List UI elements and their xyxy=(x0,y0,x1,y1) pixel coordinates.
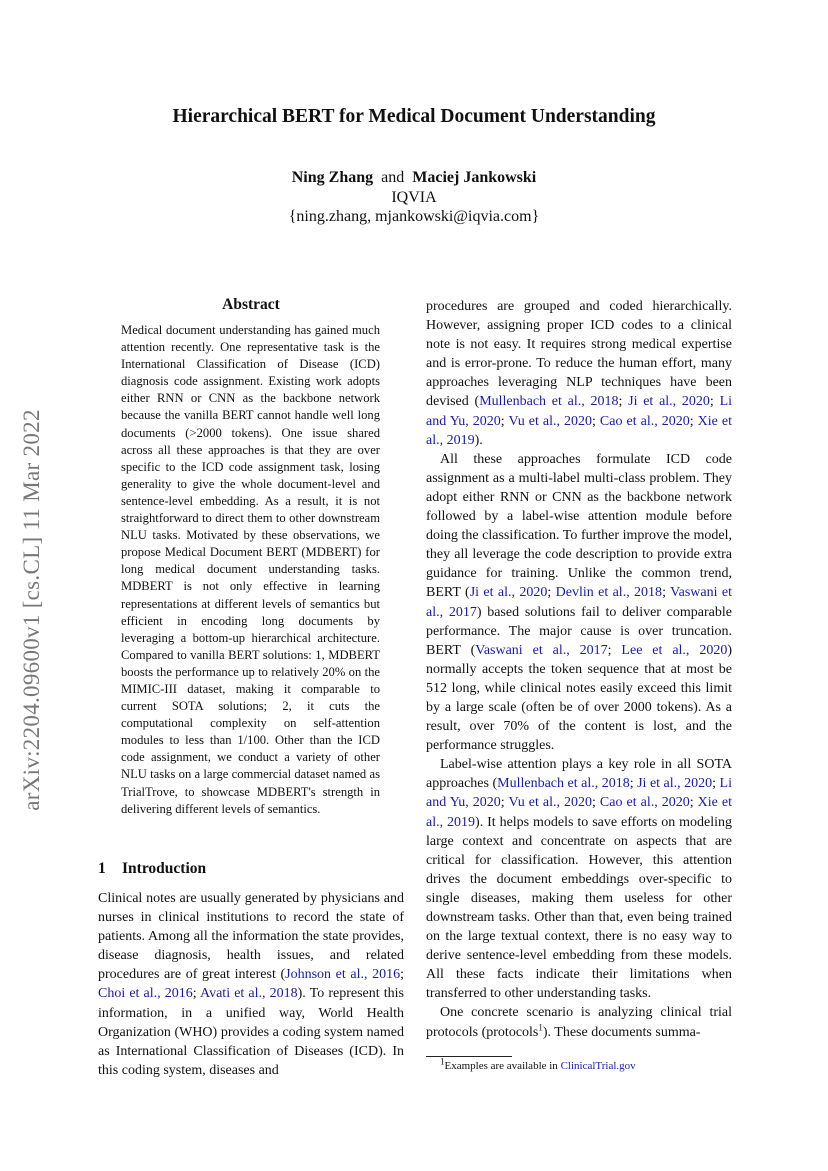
citation-link[interactable]: Vu et al., 2020 xyxy=(508,413,592,429)
citation-link[interactable]: Devlin et al., 2018 xyxy=(555,585,663,601)
author-names xyxy=(0,168,828,188)
citation-link[interactable]: Lee et al., 2020 xyxy=(621,642,728,658)
abstract-heading: Abstract xyxy=(222,296,280,313)
citation-link[interactable]: Li and Yu, 2020 xyxy=(426,776,732,811)
intro-paragraph: Label-wise attention plays a key role in all SOTA approaches (Mullenbach et al., 2018; Ji et al., 2020; Li and Yu, 2020; Vu et al., 2020; Cao et al., 2020; Xie et al., 2019). It helps models to save efforts on modeling large context and concentrate on aspects that are critical for classification. However, this attention drives the document embeddings over-specific to single diseases, making them useless for other downstream tasks. Other than that, even being trained on the large textual context, there is no easy way to derive sentence-level embedding from these models. All these facts indicate their limitations when transferred to other understanding tasks. xyxy=(426,757,733,1002)
citation-link[interactable]: Ji et al., 2020 xyxy=(628,394,710,410)
arxiv-identifier xyxy=(12,360,52,860)
citation-link[interactable]: Cao et al., 2020 xyxy=(599,413,690,429)
citation-link[interactable]: Mullenbach et al., 2018 xyxy=(479,394,619,410)
arxiv-identifier-text: arXiv:2204.09600v1 [cs.CL] 11 Mar 2022 xyxy=(19,409,44,811)
intro-paragraph: One concrete scenario is analyzing clinical trial protocols (protocols$^1$). These documents summa- xyxy=(426,1005,732,1040)
footnote xyxy=(440,1056,636,1073)
paper-title: Hierarchical BERT for Medical Document Understanding xyxy=(172,106,656,127)
author-name: Maciej Jankowski xyxy=(412,169,537,186)
author-name: Ning Zhang xyxy=(291,169,374,186)
citation-link[interactable]: Ji et al., 2020 xyxy=(469,585,548,601)
citation-link[interactable]: Li and Yu, 2020 xyxy=(426,394,733,429)
citation-link[interactable]: Avati et al., 2018 xyxy=(200,986,298,1002)
citation-link[interactable]: Johnson et al., 2016 xyxy=(285,967,401,983)
intro-paragraph: procedures are grouped and coded hierarchically. However, assigning proper ICD codes to a clinical note is not easy. It requires strong medical expertise and is error-prone. To reduce the human effort, many approaches leveraging NLP techniques have been devised (Mullenbach et al., 2018; Ji et al., 2020; Li and Yu, 2020; Vu et al., 2020; Cao et al., 2020; Xie et al., 2019). xyxy=(426,299,733,448)
intro-paragraph: All these approaches formulate ICD code assignment as a multi-label multi-class problem. They adopt either RNN or CNN as the backbone network followed by a label-wise attention module before doing the classification. To further improve the model, they all leverage the code description to provide extra guidance for training. Unlike the common trend, BERT (Ji et al., 2020; Devlin et al., 2018; Vaswani et al., 2017) based solutions fail to deliver comparable performance. The major cause is over truncation. BERT (Vaswani et al., 2017; Lee et al., 2020) normally accepts the token sequence that at most be 512 long, while clinical notes easily exceed this limit by a large scale (often be of over 2000 tokens). As a result, over 70% of the content is lost, and the performance struggles. xyxy=(426,451,732,754)
intro-paragraph-left: Clinical notes are usually generated by physicians and nurses in clinical institutions to record the state of patients. Among all the information the state provides, disease diagnosis, health issues, and related procedures are of great interest (Johnson et al., 2016; Choi et al., 2016; Avati et al., 2018). To represent this information, in a unified way, World Health Organization (WHO) provides a coding system named as International Classification of Diseases (ICD). In this coding system, diseases and xyxy=(98,891,405,1078)
footnote-number: 1 xyxy=(440,1056,445,1067)
citation-link[interactable]: Choi et al., 2016 xyxy=(98,986,193,1002)
citation-link[interactable]: Vaswani et al., 2017 xyxy=(475,642,608,658)
citation-link[interactable]: Ji et al., 2020 xyxy=(637,776,713,792)
section-number: 1 xyxy=(98,860,106,877)
footnote-rule xyxy=(426,1056,512,1057)
email: {ning.zhang, mjankowski@iqvia.com} xyxy=(288,208,540,225)
citation-link[interactable]: Xie et al., 2019 xyxy=(426,795,733,830)
author-conjunction: and xyxy=(381,169,405,186)
citation-link[interactable]: Vaswani et al., 2017 xyxy=(426,585,732,620)
section-title: Introduction xyxy=(122,860,207,877)
citation-link[interactable]: Vu et al., 2020 xyxy=(508,795,592,811)
affiliation: IQVIA xyxy=(391,188,437,206)
author-block xyxy=(0,168,828,227)
citation-link[interactable]: Cao et al., 2020 xyxy=(599,795,690,811)
intro-right-column xyxy=(426,297,732,1042)
footnote-text: Examples are available in xyxy=(444,1060,561,1072)
citation-link[interactable]: Mullenbach et al., 2018 xyxy=(497,776,630,792)
footnote-marker[interactable]: 1 xyxy=(538,1021,543,1032)
section-heading xyxy=(98,860,206,878)
footnote-link[interactable]: ClinicalTrial.gov xyxy=(560,1060,636,1072)
abstract-text: Medical document understanding has gained much attention recently. One representative task is the International Classification of Disease (ICD) diagnosis code assignment. Existing work adopts either RNN or CNN as the backbone network because the vanilla BERT cannot handle well long documents (>2000 tokens). One issue shared across all these approaches is that they are over specific to the ICD code assignment task, losing generality to give the whole document-level and sentence-level embedding. As a result, it is not straightforward to direct them to other downstream NLU tasks. Motivated by these observations, we propose Medical Document BERT (MDBERT) for long medical document understanding tasks. MDBERT is not only effective in learning representations at different levels of semantics but efficient in encoding long documents by leveraging a bottom-up hierarchical architecture. Compared to vanilla BERT solutions: 1, MDBERT boosts the performance up to relatively 20% on the MIMIC-III dataset, making it comparable to current SOTA solutions; 2, it cuts the computational complexity on self-attention modules to less than 1/100. Other than the ICD code assignment, we conduct a variety of other NLU tasks on a large commercial dataset named as TrialTrove, to showcase MDBERT's strength in delivering different levels of semantics. xyxy=(121,323,380,816)
citation-link[interactable]: Xie et al., 2019 xyxy=(426,413,733,448)
